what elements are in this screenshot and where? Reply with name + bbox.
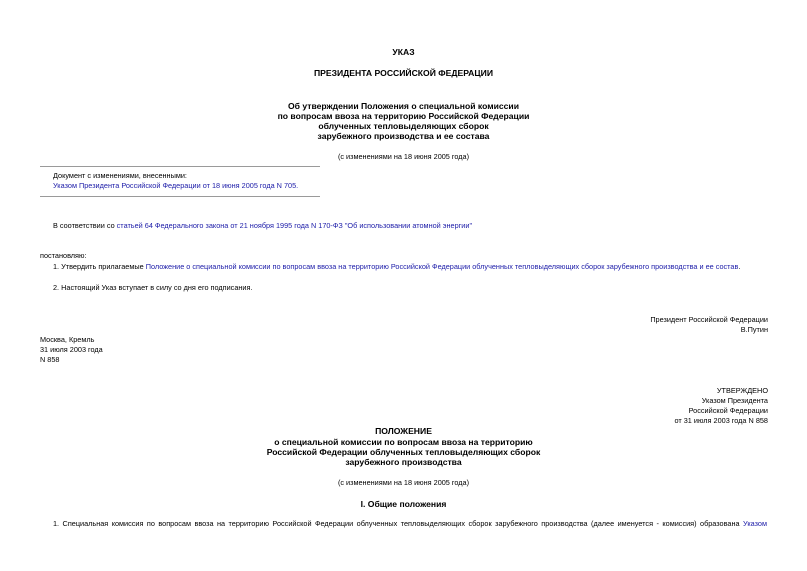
approval-line: УТВЕРЖДЕНО (716, 386, 768, 395)
decree-subject-line: зарубежного производства и ее состава (317, 131, 490, 141)
signer-name: В.Путин (740, 325, 768, 334)
approval-line: Указом Президента (701, 396, 768, 405)
decree-subject-line: Об утверждении Положения о специальной комиссии (287, 101, 520, 111)
regulation-subject-line: зарубежного производства (345, 457, 462, 467)
regulation-subject-line: Российской Федерации облученных тепловыделяющих сборок (266, 447, 541, 457)
paragraph-1-text: 1. Специальная комиссия по вопросам ввоза на территорию Российской Федерации облученных тепловыделяющих сборок зарубежного производства (далее именуется - комиссия) образована (53, 519, 740, 528)
item-1 (53, 262, 740, 271)
item-1-suffix: . (738, 262, 741, 271)
divider (40, 196, 320, 197)
changes-label: Документ с изменениями, внесенными: (53, 171, 187, 180)
changes-link[interactable]: Указом Президента Российской Федерации от 18 июня 2005 года N 705. (53, 181, 299, 190)
item-2: 2. Настоящий Указ вступает в силу со дня его подписания. (53, 283, 253, 292)
paragraph-1 (53, 519, 767, 528)
decree-subject-line: облученных тепловыделяющих сборок (318, 121, 489, 131)
basis-law-link[interactable]: статьей 64 Федерального закона от 21 ноября 1995 года N 170-ФЗ "Об использовании атомной энергии" (116, 221, 473, 230)
paragraph-1-link[interactable]: Указом (743, 519, 767, 528)
section-title: I. Общие положения (360, 499, 447, 509)
signer-title: Президент Российской Федерации (650, 315, 768, 324)
regulation-subject-line: о специальной комиссии по вопросам ввоза на территорию (274, 437, 533, 447)
regulation-title: ПОЛОЖЕНИЕ (375, 426, 432, 436)
regulation-amendment-note: (с изменениями на 18 июня 2005 года) (337, 478, 470, 487)
signing-date: 31 июля 2003 года (40, 345, 103, 354)
decree-word: постановляю: (40, 251, 87, 260)
decree-issuer: ПРЕЗИДЕНТА РОССИЙСКОЙ ФЕДЕРАЦИИ (313, 68, 494, 78)
approval-line: от 31 июля 2003 года N 858 (674, 416, 768, 425)
approval-line: Российской Федерации (688, 406, 768, 415)
decree-subject-line: по вопросам ввоза на территорию Российской Федерации (277, 111, 530, 121)
divider (40, 166, 320, 167)
decree-number: N 858 (40, 355, 60, 364)
decree-title: УКАЗ (392, 47, 415, 57)
signing-place: Москва, Кремль (40, 335, 95, 344)
item-1-regulation-link[interactable]: Положение о специальной комиссии по вопросам ввоза на территорию Российской Федерации облученных тепловыделяющих сборок зарубежного производства и ее состав (145, 262, 739, 271)
basis-prefix: В соответствии со (53, 221, 117, 230)
basis-paragraph (53, 221, 472, 230)
item-1-prefix: 1. Утвердить прилагаемые (53, 262, 146, 271)
decree-amendment-note: (с изменениями на 18 июня 2005 года) (337, 152, 470, 161)
